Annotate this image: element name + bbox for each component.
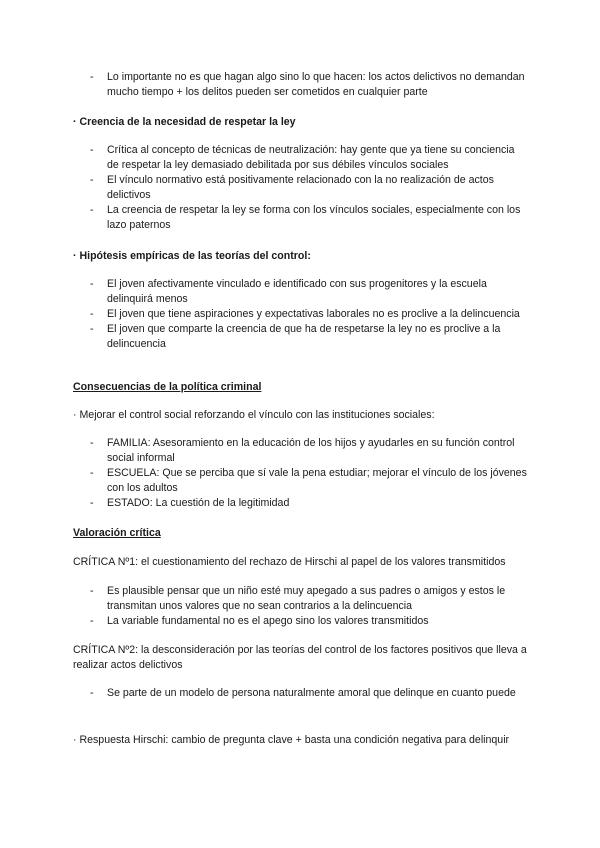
creencia-bullet-list	[73, 143, 528, 233]
critica-1-bullet-list	[73, 584, 528, 629]
consecuencias-intro: · Mejorar el control social reforzando el vínculo con las instituciones sociales:	[73, 409, 435, 421]
critica-2-bullet-list	[73, 686, 528, 701]
list-item: - Crítica al concepto de técnicas de neutralización: hay gente que ya tiene su conciencia de respetar la ley demasiado debilitada por sus débiles vínculos sociales	[73, 143, 528, 173]
heading-creencia: · Creencia de la necesidad de respetar la ley	[73, 116, 296, 128]
intro-bullet-list	[73, 70, 528, 100]
critica-2: CRÍTICA Nº2: la desconsideración por las teorías del control de los factores positivos que lleva a realizar actos delictivos	[73, 644, 527, 671]
list-item: - ESCUELA: Que se perciba que sí vale la pena estudiar; mejorar el vínculo de los jóvenes con los adultos	[73, 466, 528, 496]
hipotesis-bullet-list	[73, 277, 528, 352]
list-item: - El joven afectivamente vinculado e identificado con sus progenitores y la escuela delinquirá menos	[73, 277, 528, 307]
list-item: - Se parte de un modelo de persona naturalmente amoral que delinque en cuanto puede	[73, 686, 528, 701]
critica-1: CRÍTICA Nº1: el cuestionamiento del rechazo de Hirschi al papel de los valores transmitidos	[73, 556, 506, 568]
consecuencias-bullet-list	[73, 436, 528, 511]
list-item: - El vínculo normativo está positivamente relacionado con la no realización de actos delictivos	[73, 173, 528, 203]
heading-valoracion: Valoración crítica	[73, 527, 161, 539]
respuesta-hirschi: · Respuesta Hirschi: cambio de pregunta clave + basta una condición negativa para delinquir	[73, 734, 510, 746]
list-item: - Es plausible pensar que un niño esté muy apegado a sus padres o amigos y estos le transmitan unos valores que no sean contrarios a la delincuencia	[73, 584, 528, 614]
list-item: - Lo importante no es que hagan algo sino lo que hacen: los actos delictivos no demandan mucho tiempo + los delitos pueden ser cometidos en cualquier parte	[73, 70, 528, 100]
list-item: - La creencia de respetar la ley se forma con los vínculos sociales, especialmente con los lazo paternos	[73, 203, 528, 233]
list-item: - La variable fundamental no es el apego sino los valores transmitidos	[73, 614, 528, 629]
heading-consecuencias: Consecuencias de la política criminal	[73, 381, 262, 393]
list-item: - El joven que comparte la creencia de que ha de respetarse la ley no es proclive a la delincuencia	[73, 322, 528, 352]
list-item: - FAMILIA: Asesoramiento en la educación de los hijos y ayudarles en su función control social informal	[73, 436, 528, 466]
list-item: - El joven que tiene aspiraciones y expectativas laborales no es proclive a la delincuencia	[73, 307, 528, 322]
list-item: - ESTADO: La cuestión de la legitimidad	[73, 496, 528, 511]
heading-hipotesis: · Hipótesis empíricas de las teorías del control:	[73, 250, 311, 262]
